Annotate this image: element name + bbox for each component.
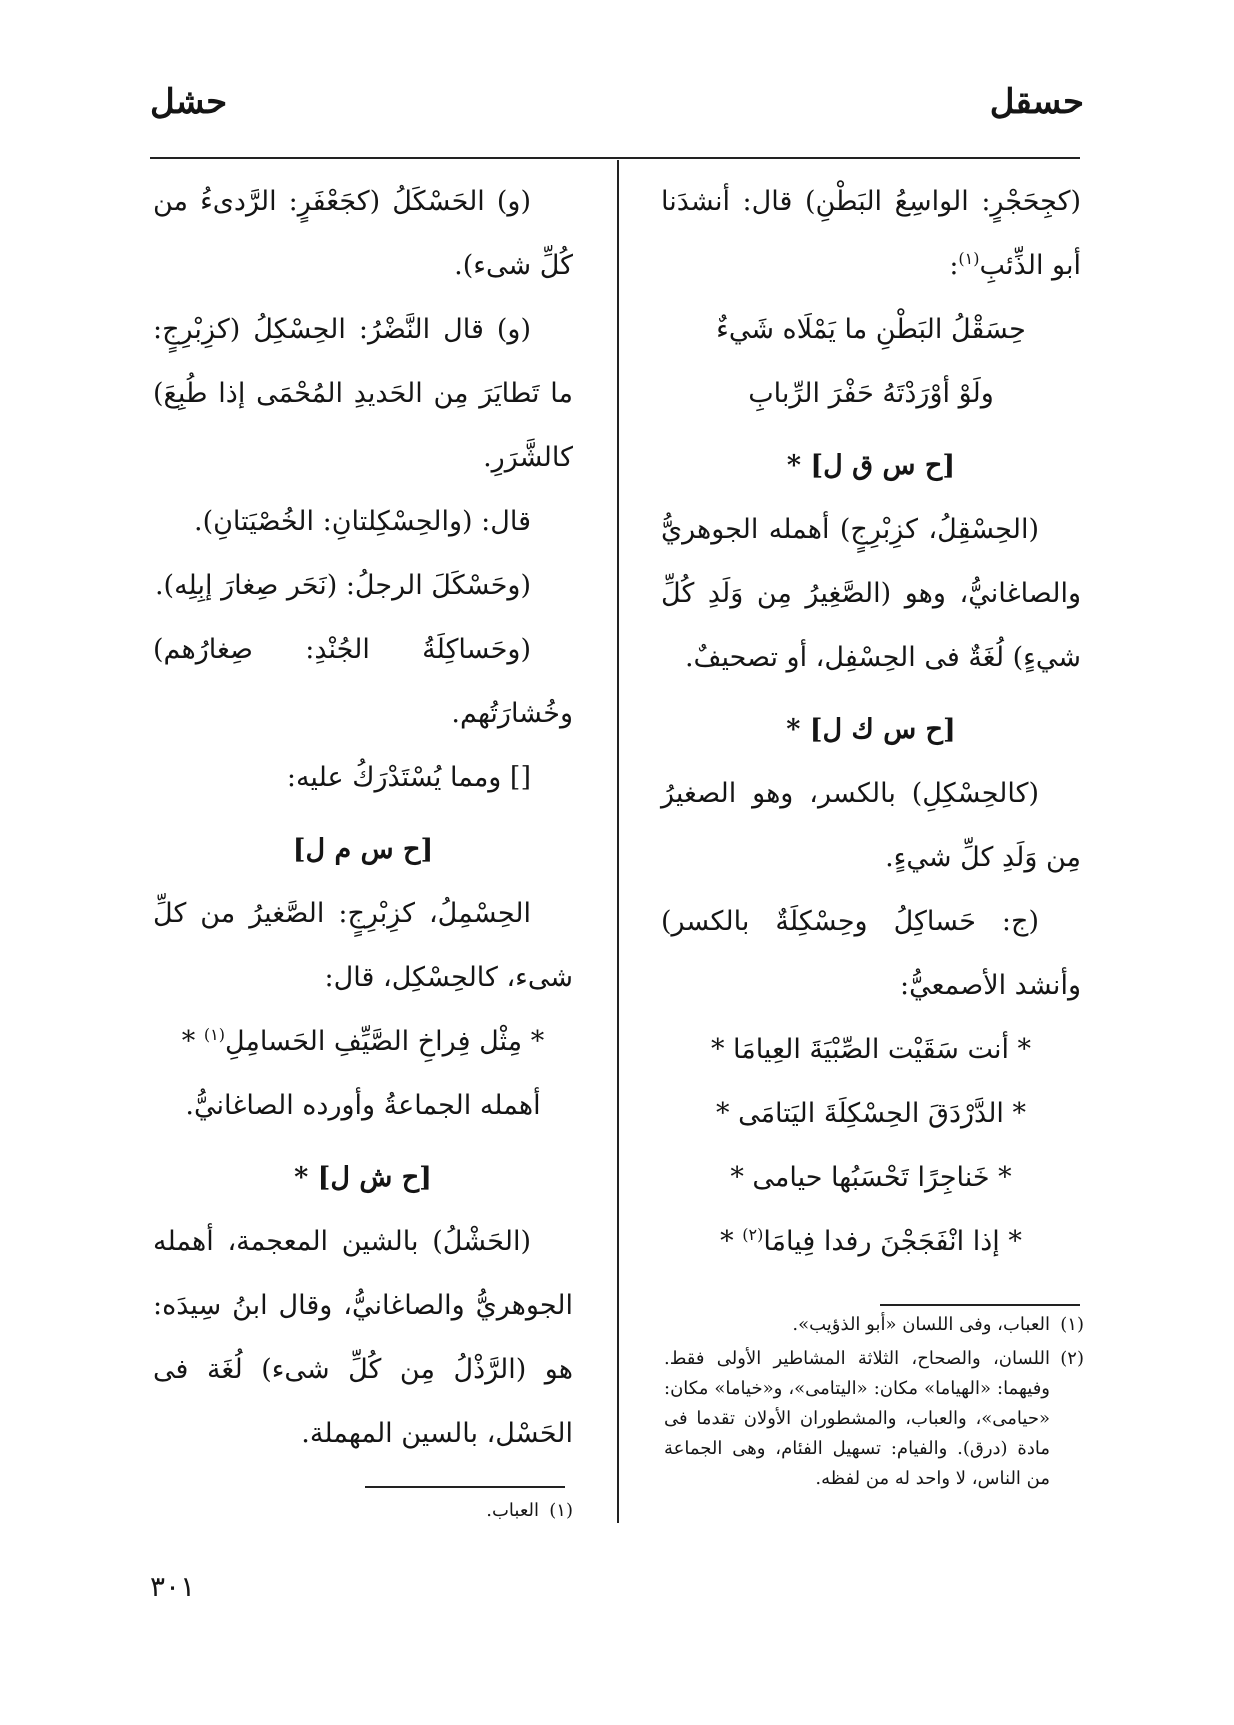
entry-paragraph: (و) قال النَّضْرُ: الحِسْكِلُ (كزِبْرِجٍ: ما تَطايَرَ مِن الحَديدِ المُحْمَى إذا طُبِعَ) كالشَّرَرِ. — [153, 314, 573, 473]
root-heading: [ح س ك ل] * — [786, 714, 956, 745]
entry-paragraph: (وحَسْكَلَ الرجلُ: (نَحَر صِغارَ إبِلِه). — [154, 570, 531, 601]
footnote — [153, 1496, 573, 1526]
entry-paragraph: (الحَشْلُ) بالشين المعجمة، أهمله الجوهريُّ والصاغانيُّ، وقال ابنُ سِيدَه: هو (الرَّذْلُ مِن كُلِّ شىء) لُغَة فى الحَسْل، بالسين المهملة. — [153, 1226, 573, 1449]
page-number: ٣٠١ — [150, 1570, 196, 1603]
footnotes-right — [664, 1310, 1084, 1498]
entry-paragraph: أهمله الجماعةُ وأورده الصاغانيُّ. — [185, 1090, 541, 1121]
running-head-left: حشل — [150, 82, 228, 122]
entry-paragraph: الحِسْمِلُ، كزِبْرِجٍ: الصَّغيرُ من كلِّ شىء، كالحِسْكِل، قال: — [153, 898, 573, 993]
entry-paragraph: (كجِحَجْرٍ: الواسِعُ البَطْنِ) قال: أنشدَنا أبو الذِّئبِ$^{(١)}$: — [661, 186, 1081, 281]
verse-line: ولَوْ أوْرَدْتَهُ حَفْرَ الرِّبابِ — [748, 378, 994, 409]
footnote-ref: (١) — [958, 249, 980, 268]
footnote — [664, 1310, 1084, 1340]
hemistich: * خَناجِرًا تَحْسَبُها حيامى * — [730, 1162, 1012, 1193]
hemistich: * الدَّرْدَقَ الحِسْكِلَةَ اليَتامَى * — [715, 1098, 1027, 1129]
entry-paragraph: (الحِسْقِلُ، كزِبْرِجٍ) أهمله الجوهريُّ والصاغانيُّ، وهو (الصَّغِيرُ مِن وَلَدِ كُلِّ شيءٍ) لُغَةٌ فى الحِسْفِل، أو تصحيفٌ. — [661, 514, 1081, 673]
footnote-text: اللسان، والصحاح، الثلاثة المشاطير الأولى فقط. وفيهما: «الهياما» مكان: «اليتامى»، و«خياما» مكان: «حيامى»، والعباب، والمشطوران الأولان تقدما فى مادة (درق). والفيام: تسهيل الفئام، وهى الجماعة من الناس، لا واحد له من لفظه. — [664, 1348, 1050, 1489]
hemistich: * أنت سَقَيْت الصِّبْيَةَ العِيامَا * — [710, 1034, 1032, 1065]
right-column — [661, 170, 1081, 1274]
entry-paragraph: (وحَساكِلَةُ الجُنْدِ: صِغارُهم) وخُشارَتُهم. — [153, 634, 573, 729]
footnote-number: (٢) — [1060, 1348, 1084, 1369]
root-heading: [ح ش ل] * — [294, 1162, 432, 1193]
footnotes-left — [153, 1496, 573, 1530]
verse-line: حِسَقْلُ البَطْنِ ما يَمْلَاه شَيءٌ — [716, 314, 1026, 345]
footnote-ref: (١) — [203, 1025, 225, 1044]
hemistich: * إذا انْفَجَجْنَ رفدا فِيامَا$^{(٢)}$ * — [720, 1225, 1022, 1257]
footnote-rule — [880, 1304, 1080, 1306]
hemistich: * مِثْل فِراخِ الصَّيِّفِ الحَسامِلِ$^{(١)}$ * — [181, 1025, 545, 1057]
footnote — [664, 1344, 1084, 1494]
footnote-number: (١) — [1060, 1314, 1084, 1335]
column-divider — [617, 160, 619, 1523]
left-column — [153, 170, 573, 1466]
header-rule — [150, 157, 1080, 159]
entry-paragraph: قال: (والحِسْكِلتانِ: الخُصْيَتانِ). — [193, 506, 531, 537]
entry-paragraph: (كالحِسْكِلِ) بالكسر، وهو الصغيرُ مِن وَلَدِ كلِّ شيءٍ. — [661, 778, 1081, 873]
root-heading: [ح س ق ل] * — [786, 450, 956, 481]
entry-paragraph: (ج: حَساكِلُ وحِسْكِلَةٌ بالكسر) وأنشد الأصمعيُّ: — [661, 906, 1081, 1001]
footnote-text: العباب. — [486, 1500, 539, 1521]
root-heading: [ح س م ل] — [292, 834, 434, 865]
footnote-ref: (٢) — [742, 1225, 764, 1244]
footnote-text: العباب، وفى اللسان «أبو الذؤيب». — [792, 1314, 1050, 1335]
entry-paragraph: [] ومما يُسْتَدْرَكُ عليه: — [286, 762, 531, 793]
footnote-rule — [365, 1486, 565, 1488]
entry-paragraph: (و) الحَسْكَلُ (كجَعْفَرٍ: الرَّدىءُ من كُلِّ شىء). — [153, 186, 573, 281]
footnote-number: (١) — [549, 1500, 573, 1521]
running-head-right: حسقل — [989, 82, 1084, 122]
